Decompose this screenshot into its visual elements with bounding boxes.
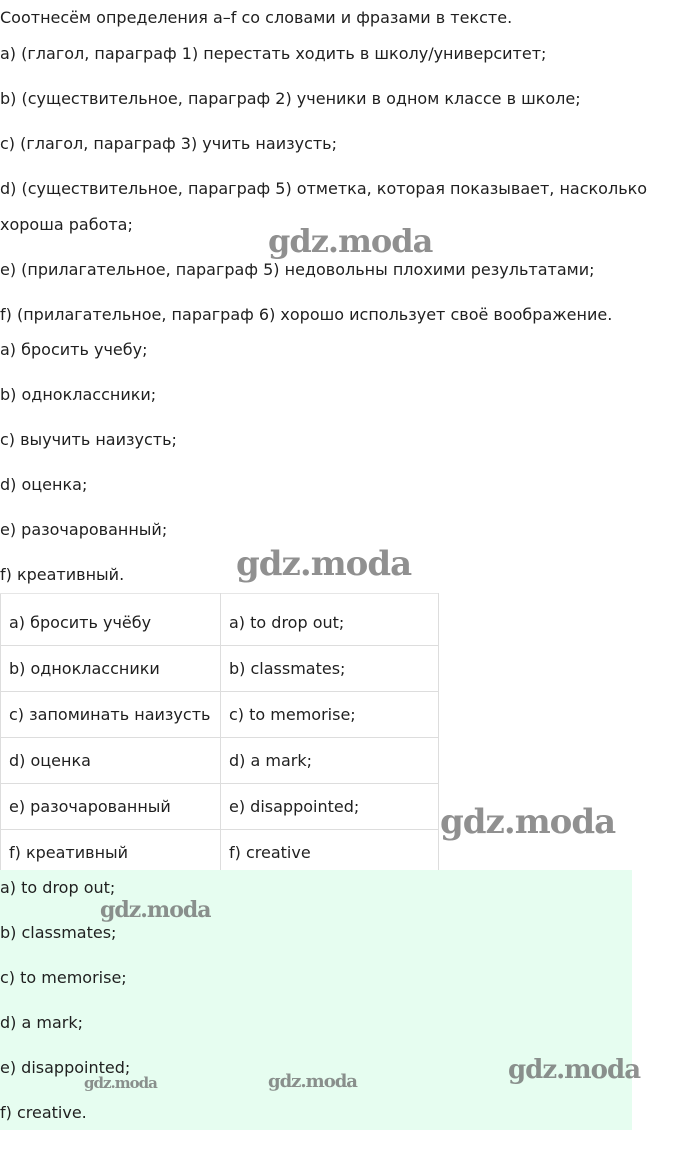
- table-cell-english: b) classmates;: [221, 646, 439, 692]
- table-cell-russian: a) бросить учёбу: [1, 594, 221, 646]
- answer-b: b) classmates;: [0, 923, 117, 942]
- table-cell-russian: b) одноклассники: [1, 646, 221, 692]
- definition-d: d) (существительное, параграф 5) отметка, которая показывает, насколько: [0, 179, 648, 198]
- answer-c: c) to memorise;: [0, 968, 127, 987]
- table-cell-english: a) to drop out;: [221, 594, 439, 646]
- intro-text: Соотнесём определения a–f со словами и фразами в тексте.: [0, 8, 513, 27]
- watermark: gdz.moda: [100, 897, 211, 923]
- russian-word-d: d) оценка;: [0, 475, 88, 494]
- answer-e: e) disappointed;: [0, 1058, 131, 1077]
- watermark: gdz.moda: [84, 1074, 157, 1092]
- table-row: [1, 738, 439, 784]
- table-row: [1, 594, 439, 646]
- table-row: [1, 784, 439, 830]
- definition-c: c) (глагол, параграф 3) учить наизусть;: [0, 134, 337, 153]
- translation-table: [0, 593, 439, 876]
- answer-d: d) a mark;: [0, 1013, 83, 1032]
- table-row: [1, 692, 439, 738]
- definition-a: a) (глагол, параграф 1) перестать ходить в школу/университет;: [0, 44, 547, 63]
- watermark: gdz.moda: [236, 544, 412, 584]
- russian-word-a: a) бросить учебу;: [0, 340, 148, 359]
- table-cell-russian: e) разочарованный: [1, 784, 221, 830]
- table-cell-english: f) creative: [221, 830, 439, 876]
- answer-f: f) creative.: [0, 1103, 87, 1122]
- table-cell-english: e) disappointed;: [221, 784, 439, 830]
- definition-e: e) (прилагательное, параграф 5) недовольны плохими результатами;: [0, 260, 595, 279]
- table-cell-english: c) to memorise;: [221, 692, 439, 738]
- russian-word-f: f) креативный.: [0, 565, 125, 584]
- watermark: gdz.moda: [440, 802, 616, 842]
- table-row: [1, 646, 439, 692]
- watermark: gdz.moda: [508, 1055, 641, 1085]
- watermark: gdz.moda: [268, 1071, 357, 1092]
- table-cell-russian: d) оценка: [1, 738, 221, 784]
- russian-word-e: e) разочарованный;: [0, 520, 168, 539]
- russian-word-b: b) одноклассники;: [0, 385, 157, 404]
- table-cell-russian: f) креативный: [1, 830, 221, 876]
- definition-f: f) (прилагательное, параграф 6) хорошо использует своё воображение.: [0, 305, 613, 324]
- russian-word-c: c) выучить наизусть;: [0, 430, 177, 449]
- definition-b: b) (существительное, параграф 2) ученики в одном классе в школе;: [0, 89, 581, 108]
- answer-a: a) to drop out;: [0, 878, 116, 897]
- table-cell-english: d) a mark;: [221, 738, 439, 784]
- table-row: [1, 830, 439, 876]
- watermark: gdz.moda: [268, 222, 433, 260]
- definition-d-continued: хороша работа;: [0, 215, 133, 234]
- table-cell-russian: c) запоминать наизусть: [1, 692, 221, 738]
